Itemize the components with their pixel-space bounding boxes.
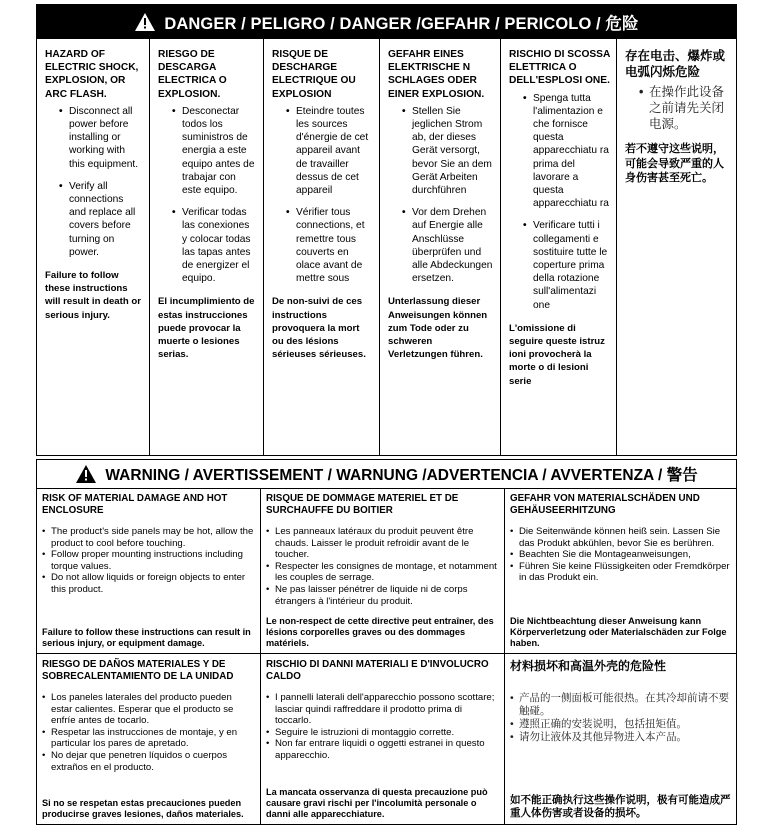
danger-column-zh <box>617 39 736 455</box>
danger-header <box>37 5 736 39</box>
list-item: • Spenga tutta l'alimentazion e che fornisce questa apparecchiatu ra prima del lavorare a questa apparecchiatu ra <box>523 92 610 211</box>
list-item: • 遵照正确的安装说明，包括扭矩值。 <box>510 718 731 731</box>
cell-heading: GEFAHR VON MATERIALSCHÄDEN UND GEHÄUSEERHITZUNG <box>510 493 700 516</box>
column-heading: RISQUE DE DESCHARGE ELECTRIQUE OU EXPLOSION <box>272 49 356 100</box>
list-item: • Follow proper mounting instructions including torque values. <box>42 549 255 572</box>
warning-triangle-icon <box>134 12 156 32</box>
column-footer: 若不遵守这些说明，可能会导致严重的人身伤害甚至死亡。 <box>625 143 724 184</box>
danger-column-en <box>37 39 150 455</box>
list-item: • Non far entrare liquidi o oggetti estranei in questo apparecchio. <box>266 738 499 761</box>
cell-footer: Si no se respetan estas precauciones pueden producirse graves lesiones, daños materiales. <box>42 798 244 819</box>
cell-footer: 如不能正确执行这些操作说明，极有可能造成严重人体伤害或者设备的损坏。 <box>510 794 731 819</box>
list-item: • Los paneles laterales del producto pueden estar calientes. Esperar que el producto se enfríe antes de tocarlo. <box>42 692 255 727</box>
list-item: • Verify all connections and replace all covers before turning on power. <box>59 180 143 259</box>
warning-cell-en <box>37 488 261 654</box>
list-item: • Verificare tutti i collegamenti e sostituire tutte le coperture prima della rotazione sull'alimentazi one <box>523 219 610 311</box>
list-item: • Les panneaux latéraux du produit peuvent être chauds. Laisser le produit refroidir avant de le toucher. <box>266 526 499 561</box>
column-heading: 存在电击、爆炸或电弧闪烁危险 <box>625 49 726 79</box>
list-item: • Vor dem Drehen auf Energie alle Anschlüsse überprüfen und alle Abdeckungen ersetzen. <box>402 206 494 285</box>
cell-heading: RISK OF MATERIAL DAMAGE AND HOT ENCLOSURE <box>42 493 228 516</box>
danger-column-es <box>150 39 264 455</box>
list-item: • Ne pas laisser pénétrer de liquide ni de corps étrangers à l'intérieur du produit. <box>266 584 499 607</box>
danger-column-fr <box>264 39 380 455</box>
list-item: • Stellen Sie jeglichen Strom ab, der dieses Gerät versorgt, bevor Sie an dem Gerät Arbeiten durchführen <box>402 105 494 197</box>
cell-footer: La mancata osservanza di questa precauzione può causare gravi rischi per l'incolumità personale o danni alle apparecchiature. <box>266 787 488 819</box>
danger-panel <box>36 4 737 456</box>
danger-title: DANGER / PELIGRO / DANGER /GEFAHR / PERICOLO / 危险 <box>164 15 639 33</box>
cell-footer: Le non-respect de cette directive peut entraîner, des lésions corporelles graves ou des dommages matériels. <box>266 616 494 648</box>
column-footer: El incumplimiento de estas instrucciones puede provocar la muerte o lesiones serias. <box>158 296 255 361</box>
list-item: • Desconectar todos los suministros de energia a este equipo antes de trabajar con este equipo. <box>172 105 257 197</box>
column-footer: Unterlassung dieser Anweisungen können zum Tode oder zu schweren Verletzungen führen. <box>388 296 488 361</box>
list-item: • No dejar que penetren líquidos o cuerpos extraños en el producto. <box>42 750 255 773</box>
list-item: • Disconnect all power before installing or working with this equipment. <box>59 105 143 171</box>
danger-column-it <box>501 39 617 455</box>
warning-triangle-icon <box>75 464 97 484</box>
list-item: • Vérifier tous connections, et remettre tous couverts en olace avant de mettre sous <box>286 206 373 285</box>
cell-heading: RIESGO DE DAÑOS MATERIALES Y DE SOBRECALENTAMIENTO DE LA UNIDAD <box>42 659 234 682</box>
list-item: • Verificar todas las conexiones y colocar todas las tapas antes de energizer el equipo. <box>172 206 257 285</box>
danger-column-de <box>380 39 501 455</box>
list-item: • The product's side panels may be hot, allow the product to cool before touching. <box>42 526 255 549</box>
list-item: • Eteindre toutes les sources d'énergie de cet appareil avant de travailler dessus de cet appareil <box>286 105 373 197</box>
warning-title: WARNING / AVERTISSEMENT / WARNUNG /ADVERTENCIA / AVVERTENZA / 警告 <box>105 467 698 484</box>
list-item: • Die Seitenwände können heiß sein. Lassen Sie das Produkt abkühlen, bevor Sie es berühren. <box>510 526 731 549</box>
list-item: • Respetar las instrucciones de montaje, y en particular los pares de apretado. <box>42 727 255 750</box>
column-heading: RISCHIO DI SCOSSA ELETTRICA O DELL'ESPLOSI ONE. <box>509 49 610 87</box>
list-item: • Beachten Sie die Montageanweisungen, <box>510 549 731 561</box>
list-item: • Führen Sie keine Flüssigkeiten oder Fremdkörper in das Produkt ein. <box>510 561 731 584</box>
warning-cell-zh <box>505 654 736 824</box>
cell-heading: RISCHIO DI DANNI MATERIALI E D'INVOLUCRO CALDO <box>266 659 489 682</box>
warning-panel <box>36 459 737 825</box>
column-footer: L'omissione di seguire queste istruz ioni provocherà la morte o di lesioni serie <box>509 322 605 387</box>
cell-heading: RISQUE DE DOMMAGE MATERIEL ET DE SURCHAUFFE DU BOITIER <box>266 493 459 516</box>
cell-footer: Die Nichtbeachtung dieser Anweisung kann Körperverletzung oder Materialschäden zur Folge haben. <box>510 616 727 648</box>
column-footer: Failure to follow these instructions will result in death or serious injury. <box>45 270 141 321</box>
warning-header <box>37 460 736 489</box>
list-item: • Seguire le istruzioni di montaggio corrette. <box>266 727 499 739</box>
column-heading: GEFAHR EINES ELEKTRISCHE N SCHLAGES ODER EINER EXPLOSION. <box>388 49 485 100</box>
list-item: • Respecter les consignes de montage, et notamment les couples de serrage. <box>266 561 499 584</box>
list-item: • Do not allow liquids or foreign objects to enter this product. <box>42 572 255 595</box>
cell-footer: Failure to follow these instructions can result in serious injury, or equipment damage. <box>42 627 251 648</box>
list-item: • 请勿让液体及其他异物进入本产品。 <box>510 731 731 744</box>
list-item: • 在操作此设备之前请先关闭电源。 <box>639 84 730 132</box>
warning-cell-it <box>261 654 505 824</box>
warning-cell-de <box>505 488 736 654</box>
cell-heading: 材料损坏和高温外壳的危险性 <box>510 659 667 673</box>
list-item: • 产品的一侧面板可能很热。在其冷却前请不要触碰。 <box>510 692 731 718</box>
warning-cell-es <box>37 654 261 824</box>
column-heading: HAZARD OF ELECTRIC SHOCK, EXPLOSION, OR ARC FLASH. <box>45 49 139 100</box>
warning-cell-fr <box>261 488 505 654</box>
column-heading: RIESGO DE DESCARGA ELECTRICA O EXPLOSION. <box>158 49 227 100</box>
list-item: • I pannelli laterali dell'apparecchio possono scottare; lasciar quindi raffreddare il prodotto prima di toccarlo. <box>266 692 499 727</box>
column-footer: De non-suivi de ces instructions provoquera la mort ou des lésions sérieuses sérieuses. <box>272 296 366 361</box>
